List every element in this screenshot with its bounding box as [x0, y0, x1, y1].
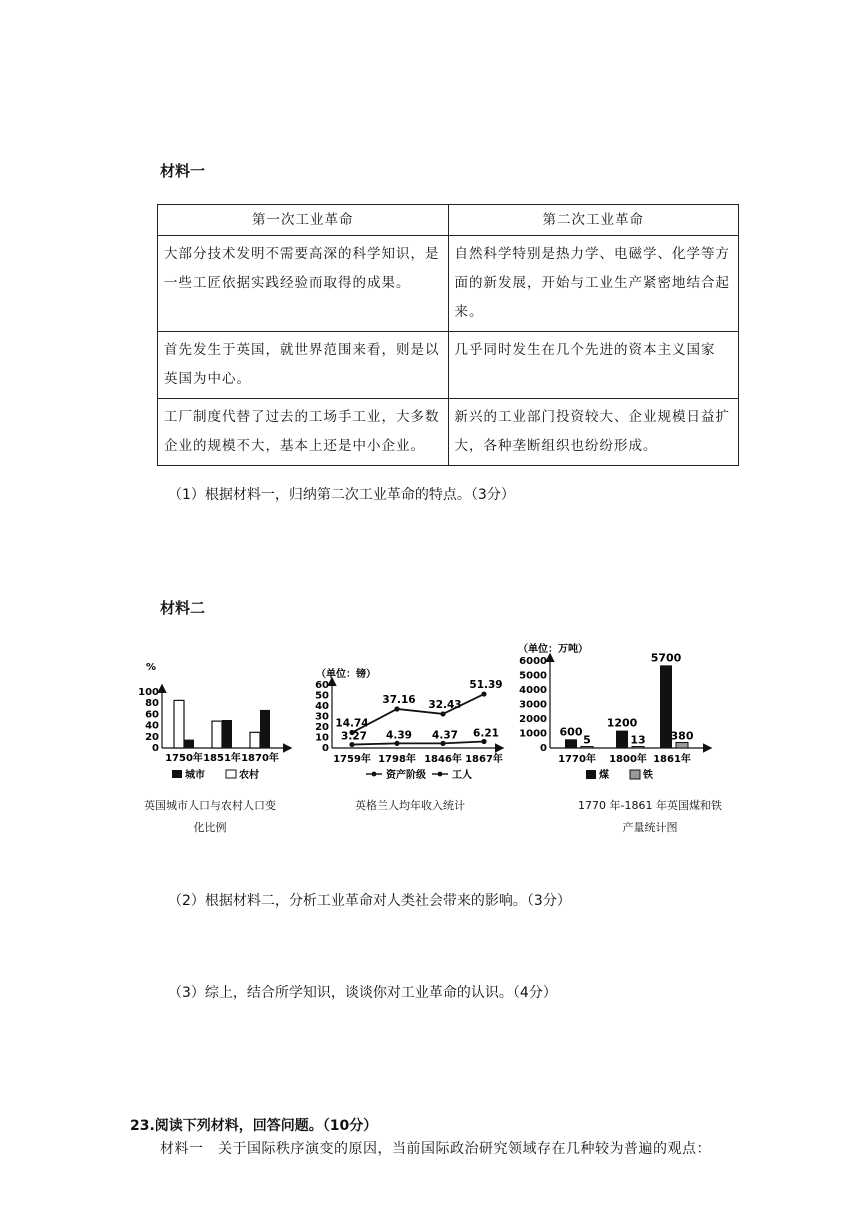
y-tick-label: 6000 — [519, 656, 547, 667]
data-point — [481, 691, 486, 696]
x-tick-label: 1759年 — [333, 754, 371, 765]
x-tick-label: 1798年 — [378, 754, 416, 765]
bar-coal — [616, 731, 628, 748]
line-workers — [352, 741, 484, 744]
bar-iron — [632, 747, 644, 749]
y-tick-label: 20 — [315, 722, 329, 733]
data-label: 37.16 — [382, 693, 416, 706]
x-tick-label: 1851年 — [203, 753, 241, 764]
table-row — [158, 236, 739, 332]
y-tick-label: 60 — [315, 680, 329, 691]
bar-urban — [222, 720, 232, 748]
legend-label: 煤 — [599, 770, 609, 781]
x-tick-label: 1870年 — [241, 753, 279, 764]
y-unit-label: % — [146, 662, 157, 673]
chart-coal-iron — [518, 642, 710, 781]
data-label: 13 — [630, 733, 646, 747]
y-tick-label: 1000 — [519, 728, 547, 740]
data-label: 1200 — [606, 716, 638, 730]
bar-iron — [581, 747, 593, 749]
y-tick-label: 60 — [145, 709, 159, 721]
bar-urban — [184, 740, 194, 748]
chart-population — [138, 662, 290, 781]
legend-label: 工人 — [452, 770, 472, 781]
legend-label: 资产阶级 — [386, 770, 426, 781]
legend-label: 农村 — [239, 770, 259, 781]
data-label: 4.37 — [432, 729, 458, 742]
x-tick-label: 1861年 — [653, 754, 691, 765]
table-header: 第一次工业革命 — [158, 205, 449, 236]
table-row — [158, 399, 739, 466]
legend-swatch-iron — [630, 770, 640, 779]
y-unit-label: （单位：万吨） — [518, 644, 588, 655]
question-3: （3）综上，结合所学知识，谈谈你对工业革命的认识。（4分） — [168, 985, 557, 1001]
comparison-table — [157, 204, 739, 466]
material2-heading: 材料二 — [160, 599, 206, 617]
bar-rural — [250, 732, 260, 748]
data-point — [440, 741, 445, 746]
y-tick-label: 40 — [145, 720, 159, 732]
material1-heading: 材料一 — [160, 162, 206, 180]
data-label: 51.39 — [469, 679, 503, 692]
data-label: 32.43 — [428, 698, 462, 711]
legend-swatch-coal — [586, 770, 596, 779]
y-tick-label: 80 — [145, 698, 159, 710]
legend-label: 城市 — [185, 770, 205, 781]
chart2-caption: 英格兰人均年收入统计 — [355, 799, 465, 812]
data-point — [394, 706, 399, 711]
charts-svg — [130, 635, 750, 785]
y-tick-label: 20 — [145, 731, 159, 743]
question-2: （2）根据材料二，分析工业革命对人类社会带来的影响。（3分） — [168, 893, 571, 909]
bar-rural — [174, 700, 184, 748]
x-tick-label: 1867年 — [465, 754, 503, 765]
y-tick-label: 2000 — [519, 714, 547, 725]
y-tick-label: 3000 — [519, 699, 547, 711]
data-label: 6.21 — [473, 727, 499, 740]
table-row — [158, 332, 739, 399]
x-tick-label: 1750年 — [165, 753, 203, 764]
chart-income — [315, 667, 503, 781]
y-tick-label: 5000 — [519, 670, 547, 682]
y-tick-label: 4000 — [519, 685, 547, 696]
table-cell: 新兴的工业部门投资较大、企业规模日益扩大，各种垄断组织也纷纷形成。 — [448, 399, 739, 466]
y-tick-label: 0 — [540, 743, 547, 754]
y-tick-label: 10 — [315, 732, 329, 744]
bar-coal — [565, 739, 577, 748]
data-point — [481, 739, 486, 744]
x-tick-label: 1800年 — [609, 754, 647, 765]
table-cell: 大部分技术发明不需要高深的科学知识，是一些工匠依据实践经验而取得的成果。 — [158, 236, 449, 332]
y-unit-label: （单位：镑） — [316, 669, 376, 680]
bar-urban — [260, 710, 270, 748]
data-point — [394, 741, 399, 746]
legend-swatch-rural — [226, 770, 236, 778]
data-label: 600 — [559, 725, 583, 739]
data-label: 3.27 — [341, 730, 367, 743]
table-header: 第二次工业革命 — [448, 205, 739, 236]
q23-line: 材料一 关于国际秩序演变的原因，当前国际政治研究领域存在几种较为普遍的观点： — [160, 1141, 711, 1157]
table-cell: 工厂制度代替了过去的工场手工业，大多数企业的规模不大，基本上还是中小企业。 — [158, 399, 449, 466]
chart1-caption: 英国城市人口与农村人口变化比例 — [144, 799, 276, 834]
q23-title: 23.阅读下列材料，回答问题。（10分） — [130, 1118, 378, 1134]
data-point — [349, 742, 354, 747]
bar-rural — [212, 721, 222, 748]
y-tick-label: 0 — [322, 743, 329, 754]
y-tick-label: 100 — [138, 687, 159, 698]
bar-iron — [676, 742, 688, 748]
data-label: 5700 — [650, 651, 682, 665]
x-tick-label: 1770年 — [558, 754, 596, 765]
line-bourgeois — [352, 694, 484, 732]
data-label: 380 — [670, 729, 694, 743]
table-cell: 几乎同时发生在几个先进的资本主义国家 — [448, 332, 739, 399]
y-tick-label: 30 — [315, 711, 329, 723]
table-header-row — [158, 205, 739, 236]
data-label: 14.74 — [335, 717, 369, 730]
data-label: 4.39 — [386, 729, 412, 742]
table-cell: 首先发生于英国，就世界范围来看，则是以英国为中心。 — [158, 332, 449, 399]
x-tick-label: 1846年 — [424, 754, 462, 765]
question-1: （1）根据材料一，归纳第二次工业革命的特点。（3分） — [168, 487, 515, 503]
y-tick-label: 50 — [315, 690, 329, 702]
y-tick-label: 40 — [315, 701, 329, 712]
data-label: 5 — [583, 733, 591, 747]
legend-marker — [438, 772, 443, 777]
y-tick-label: 0 — [152, 743, 159, 754]
legend-swatch-urban — [172, 770, 182, 778]
chart3-caption: 1770 年-1861 年英国煤和铁产量统计图 — [578, 799, 722, 834]
legend-marker — [372, 772, 377, 777]
legend-label: 铁 — [643, 770, 653, 781]
data-point — [440, 711, 445, 716]
table-cell: 自然科学特别是热力学、电磁学、化学等方面的新发展，开始与工业生产紧密地结合起来。 — [448, 236, 739, 332]
